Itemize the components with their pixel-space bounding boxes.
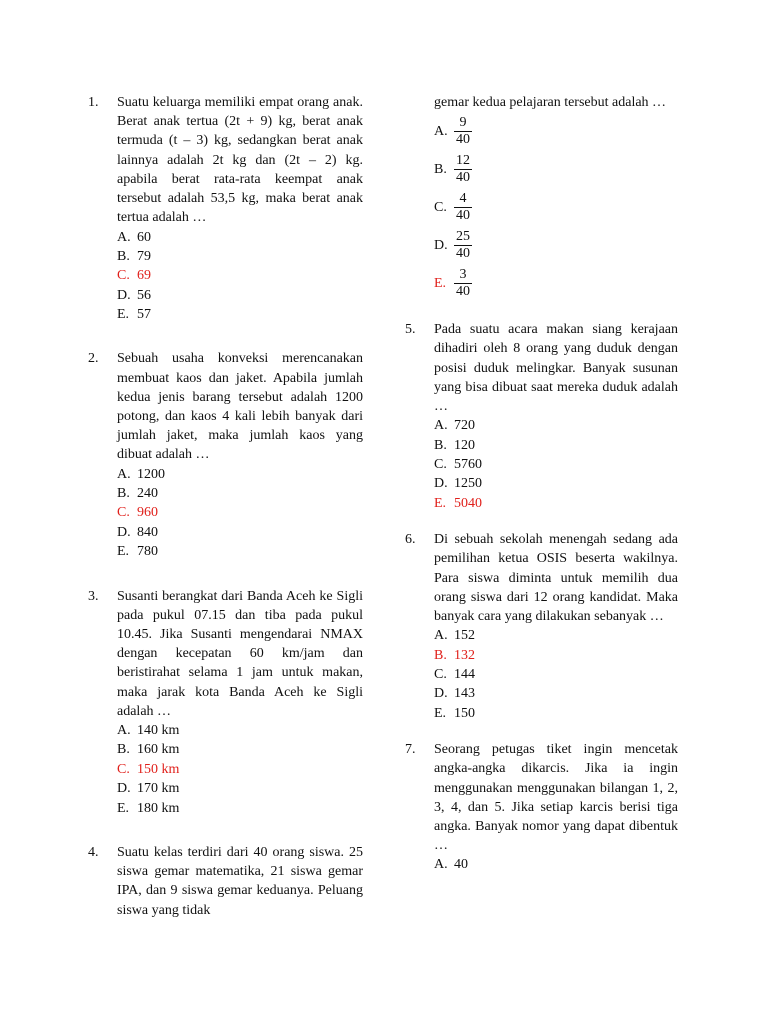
option-b[interactable] xyxy=(434,436,678,455)
fraction-denominator: 40 xyxy=(456,169,470,185)
question-2 xyxy=(88,349,363,561)
option-text: 143 xyxy=(454,686,475,702)
option-letter: D. xyxy=(117,781,131,797)
fraction-numerator: 25 xyxy=(456,228,470,244)
question-text: Suatu keluarga memiliki empat orang anak. Berat anak tertua (2t + 9) kg, berat anak termuda (t – 3) kg, sedangkan berat anak lainnya adalah 2t kg dan (2t – 2) kg. apabila berat rata-rata keempat anak tersebut adalah 53,5 kg, maka berat anak tertua adalah … xyxy=(117,95,363,226)
option-text: 160 km xyxy=(137,742,180,758)
option-b[interactable] xyxy=(117,247,363,266)
option-b[interactable] xyxy=(117,740,363,759)
question-3 xyxy=(88,587,363,818)
option-text: 170 km xyxy=(137,781,180,797)
option-c[interactable] xyxy=(434,188,678,226)
option-c[interactable] xyxy=(434,665,678,684)
option-letter: A. xyxy=(434,123,448,139)
option-e[interactable] xyxy=(117,542,363,561)
question-number: 2. xyxy=(88,351,99,367)
option-letter: E. xyxy=(117,800,130,816)
option-text: 69 xyxy=(137,268,151,284)
option-text: 132 xyxy=(454,647,475,663)
question-text: Susanti berangkat dari Banda Aceh ke Sigli pada pukul 07.15 dan tiba pada pukul 10.45. Jika Susanti mengendarai NMAX dengan kecepatan 60 km/jam dan beristirahat selama 1 jam untuk makan, maka jarak kota Banda Aceh ke Sigli adalah … xyxy=(117,588,363,719)
question-7 xyxy=(405,740,678,875)
option-letter: D. xyxy=(434,476,448,492)
option-d[interactable] xyxy=(117,523,363,542)
option-letter: C. xyxy=(434,199,447,215)
option-letter: C. xyxy=(117,268,130,284)
option-letter: B. xyxy=(117,248,130,264)
option-letter: E. xyxy=(434,495,447,511)
option-e-correct[interactable] xyxy=(434,494,678,513)
option-a[interactable] xyxy=(434,626,678,645)
option-text: 60 xyxy=(137,229,151,245)
option-d[interactable] xyxy=(434,474,678,493)
left-column xyxy=(88,93,363,920)
fraction-numerator: 12 xyxy=(456,152,470,168)
question-text: Sebuah usaha konveksi merencanakan membuat kaos dan jaket. Apabila jumlah kedua jenis barang tersebut adalah 1200 potong, dan kaos 4 kali lebih banyak dari jumlah jaket, maka jumlah kaos yang dibuat adalah … xyxy=(117,351,363,463)
question-5 xyxy=(405,320,678,513)
option-letter: B. xyxy=(434,437,447,453)
option-list xyxy=(434,855,678,874)
fraction xyxy=(454,153,472,186)
question-number: 1. xyxy=(88,95,99,110)
question-number: 4. xyxy=(88,844,99,860)
option-text: 120 xyxy=(454,437,475,453)
question-number: 5. xyxy=(405,322,416,338)
option-c-correct[interactable] xyxy=(117,760,363,779)
option-e-correct[interactable] xyxy=(434,264,678,302)
fraction xyxy=(454,267,472,300)
option-text: 1250 xyxy=(454,476,482,492)
option-list xyxy=(434,626,678,723)
question-4 xyxy=(88,843,363,920)
right-column xyxy=(405,93,678,875)
option-letter: C. xyxy=(117,505,130,521)
option-text: 150 km xyxy=(137,761,180,777)
option-text: 40 xyxy=(454,857,468,873)
option-d[interactable] xyxy=(117,779,363,798)
option-d[interactable] xyxy=(117,286,363,305)
option-letter: C. xyxy=(434,457,447,473)
option-b[interactable] xyxy=(117,484,363,503)
option-letter: B. xyxy=(434,647,447,663)
option-letter: D. xyxy=(117,524,131,540)
option-e[interactable] xyxy=(117,799,363,818)
question-4-continued xyxy=(405,93,678,302)
option-letter: A. xyxy=(434,418,448,434)
question-number: 6. xyxy=(405,532,416,548)
option-c-correct[interactable] xyxy=(117,266,363,285)
option-text: 79 xyxy=(137,248,151,264)
option-b-correct[interactable] xyxy=(434,646,678,665)
option-a[interactable] xyxy=(434,112,678,150)
fraction-numerator: 4 xyxy=(459,190,467,206)
question-text: Di sebuah sekolah menengah sedang ada pemilihan ketua OSIS beserta wakilnya. Para siswa diminta untuk memilih dua orang siswa dari 12 orang kandidat. Maka banyak cara yang dilakukan sebanyak … xyxy=(434,532,678,624)
option-text: 144 xyxy=(454,667,475,683)
fraction-denominator: 40 xyxy=(456,207,470,223)
option-text: 57 xyxy=(137,307,151,323)
option-letter: E. xyxy=(434,705,447,721)
option-text: 720 xyxy=(454,418,475,434)
question-6 xyxy=(405,530,678,723)
option-list xyxy=(117,227,363,324)
option-d[interactable] xyxy=(434,226,678,264)
question-text-continuation: gemar kedua pelajaran tersebut adalah … xyxy=(434,95,667,110)
option-letter: C. xyxy=(117,761,130,777)
option-letter: C. xyxy=(434,667,447,683)
fraction-denominator: 40 xyxy=(456,131,470,147)
option-letter: E. xyxy=(434,275,447,291)
fraction-numerator: 9 xyxy=(459,114,467,130)
question-text: Suatu kelas terdiri dari 40 orang siswa. 25 siswa gemar matematika, 21 siswa gemar IPA, dan 9 siswa gemar keduanya. Peluang siswa yang tidak xyxy=(117,844,363,918)
option-c-correct[interactable] xyxy=(117,503,363,522)
option-text: 5040 xyxy=(454,495,482,511)
option-letter: A. xyxy=(117,229,131,245)
option-letter: A. xyxy=(117,723,131,739)
question-number: 3. xyxy=(88,588,99,604)
fraction-numerator: 3 xyxy=(459,266,467,282)
option-text: 150 xyxy=(454,705,475,721)
question-text: Pada suatu acara makan siang kerajaan dihadiri oleh 8 orang yang duduk dengan posisi duduk melingkar. Banyak susunan yang bisa dibuat saat mereka duduk adalah … xyxy=(434,322,678,415)
option-d[interactable] xyxy=(434,684,678,703)
fraction xyxy=(454,115,472,148)
option-text: 780 xyxy=(137,544,158,560)
fraction xyxy=(454,229,472,262)
fraction-denominator: 40 xyxy=(456,283,470,299)
option-a[interactable] xyxy=(434,416,678,435)
option-text: 5760 xyxy=(454,457,482,473)
option-list xyxy=(117,465,363,562)
option-list xyxy=(434,416,678,513)
option-c[interactable] xyxy=(434,455,678,474)
option-e[interactable] xyxy=(117,305,363,324)
question-1 xyxy=(88,93,363,324)
question-number: 7. xyxy=(405,742,416,758)
option-letter: B. xyxy=(117,742,130,758)
option-letter: D. xyxy=(117,287,131,303)
fraction-denominator: 40 xyxy=(456,245,470,261)
option-letter: E. xyxy=(117,307,130,323)
option-a[interactable] xyxy=(117,721,363,740)
option-text: 140 km xyxy=(137,723,180,739)
option-letter: B. xyxy=(434,161,447,177)
option-text: 240 xyxy=(137,486,158,502)
option-letter: A. xyxy=(117,466,131,482)
option-text: 1200 xyxy=(137,466,165,482)
option-text: 840 xyxy=(137,524,158,540)
option-letter: B. xyxy=(117,486,130,502)
option-a[interactable] xyxy=(434,855,678,874)
option-text: 180 km xyxy=(137,800,180,816)
fraction xyxy=(454,191,472,224)
option-letter: A. xyxy=(434,857,448,873)
option-letter: D. xyxy=(434,686,448,702)
option-list xyxy=(117,721,363,818)
option-letter: E. xyxy=(117,544,130,560)
option-letter: D. xyxy=(434,237,448,253)
question-text: Seorang petugas tiket ingin mencetak angka-angka dikarcis. Jika ia ingin menggunakan menggunakan bilangan 1, 2, 3, 4, dan 5. Jika setiap karcis berisi tiga angka. Banyak nomor yang dapat dibentuk … xyxy=(434,742,678,854)
option-b[interactable] xyxy=(434,150,678,188)
option-text: 56 xyxy=(137,287,151,303)
option-a[interactable] xyxy=(117,465,363,484)
option-text: 152 xyxy=(454,628,475,644)
option-text: 960 xyxy=(137,505,158,521)
option-letter: A. xyxy=(434,628,448,644)
option-a[interactable] xyxy=(117,227,363,246)
option-list xyxy=(434,112,678,302)
option-e[interactable] xyxy=(434,704,678,723)
